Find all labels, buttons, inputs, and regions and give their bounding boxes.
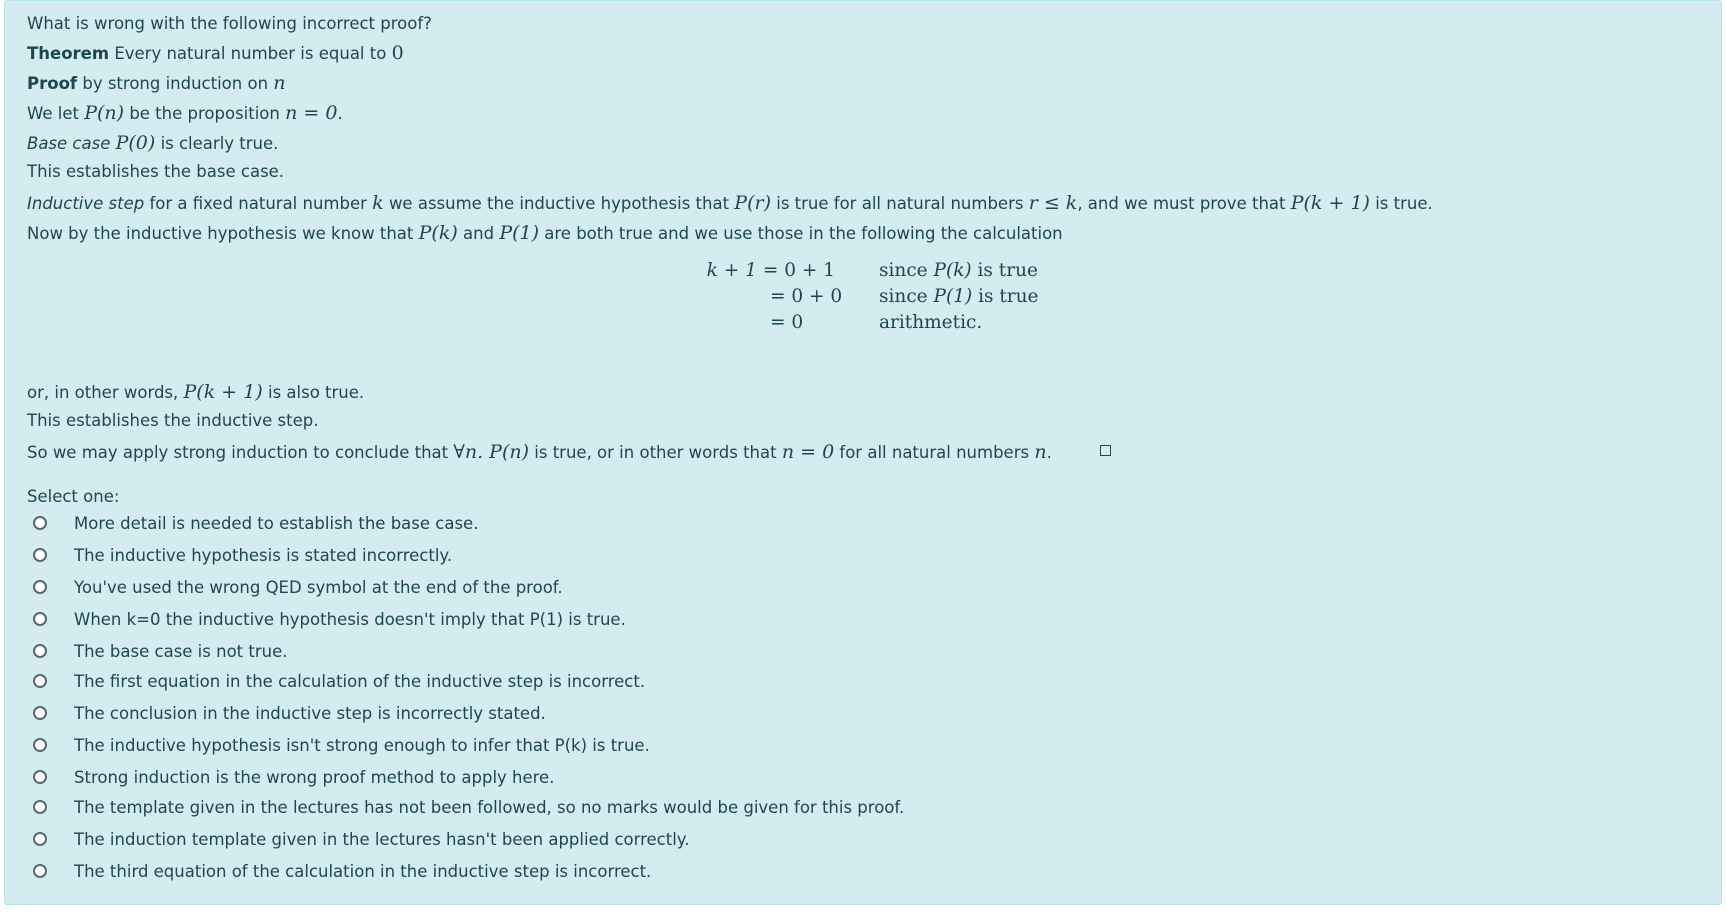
option-label: The conclusion in the inductive step is incorrectly stated.: [74, 703, 546, 723]
theorem-text: Every natural number is equal to: [114, 44, 387, 63]
calc-reason-post-2: is true: [978, 286, 1039, 307]
proposition-p: P(n): [84, 102, 125, 124]
conclusion-eq: n = 0: [781, 441, 835, 463]
radio-button[interactable]: [33, 516, 47, 530]
inductive-step-t1: for a fixed natural number: [149, 194, 367, 213]
conclusion-t2: is true, or in other words that: [534, 443, 777, 462]
option-label: The third equation of the calculation in the inductive step is incorrect.: [74, 861, 652, 881]
calc-row-2-rhs: = 0 + 0: [770, 286, 843, 307]
conclusion-end: .: [1046, 443, 1052, 462]
option-label: The inductive hypothesis isn't strong enough to infer that P(k) is true.: [74, 735, 650, 755]
proof-var: n: [273, 72, 286, 94]
question-panel: [4, 0, 1722, 905]
conclusion-n: n: [1034, 441, 1047, 463]
calc-reason-math-1: P(k): [933, 260, 972, 281]
calc-row-1-lhs: [705, 260, 835, 281]
option-5[interactable]: [33, 638, 288, 664]
calculation: [705, 260, 1039, 340]
option-label: Strong induction is the wrong proof method to apply here.: [74, 767, 555, 787]
option-label: More detail is needed to establish the base case.: [74, 513, 479, 533]
proposition-end: .: [337, 104, 343, 123]
option-11[interactable]: [33, 826, 689, 852]
conclusion-line: [27, 441, 1052, 463]
option-label: The induction template given in the lectures hasn't been applied correctly.: [74, 829, 690, 849]
base-case-text: is clearly true.: [160, 134, 279, 153]
radio-button[interactable]: [33, 548, 47, 562]
radio-button[interactable]: [33, 800, 47, 814]
radio-button[interactable]: [33, 706, 47, 720]
base-case-label: Base case: [27, 134, 111, 153]
inductive-established: This establishes the inductive step.: [27, 411, 319, 430]
inductive-step-t5: is true.: [1375, 194, 1433, 213]
other-words-p: P(k + 1): [183, 381, 263, 403]
option-label: The inductive hypothesis is stated incorrectly.: [74, 545, 453, 565]
other-words-t2: is also true.: [267, 383, 365, 402]
conclusion-t3: for all natural numbers: [839, 443, 1030, 462]
inductive-step-pk1: P(k + 1): [1290, 192, 1370, 214]
calc-row-2-reason: [879, 286, 1039, 307]
radio-button[interactable]: [33, 864, 47, 878]
question-text: What is wrong with the following incorrect proof?: [27, 14, 432, 33]
proof-label: Proof: [27, 74, 78, 93]
calc-row-3-rhs: = 0: [770, 312, 804, 333]
base-case-p: P(0): [115, 132, 156, 154]
calc-lhs-1: k + 1: [706, 260, 757, 281]
other-words-line: [27, 381, 364, 403]
theorem-value: 0: [391, 42, 404, 64]
calc-row-1-reason: [879, 260, 1038, 281]
select-label: Select one:: [27, 487, 120, 506]
radio-button[interactable]: [33, 770, 47, 784]
option-label: The first equation in the calculation of the inductive step is incorrect.: [74, 671, 646, 691]
option-12[interactable]: [33, 858, 651, 884]
proof-text: by strong induction on: [82, 74, 269, 93]
option-label: You've used the wrong QED symbol at the end of the proof.: [74, 577, 563, 597]
inductive-step-pr: P(r): [734, 192, 771, 214]
option-7[interactable]: [33, 700, 546, 726]
proposition-eq: n = 0: [285, 102, 338, 124]
option-4[interactable]: [33, 606, 626, 632]
now-line-t1: Now by the inductive hypothesis we know that: [27, 224, 414, 243]
calc-reason-pre-1: since: [879, 260, 928, 281]
now-line-p1: P(1): [499, 222, 540, 244]
conclusion-forall: ∀n. P(n): [453, 441, 530, 463]
radio-button[interactable]: [33, 674, 47, 688]
option-10[interactable]: [33, 794, 904, 820]
theorem-line: [27, 42, 404, 64]
inductive-step-label: Inductive step: [27, 194, 145, 213]
proposition-mid: be the proposition: [129, 104, 280, 123]
other-words-t1: or, in other words,: [27, 383, 179, 402]
conclusion-t1: So we may apply strong induction to conclude that: [27, 443, 449, 462]
inductive-step-t4: , and we must prove that: [1077, 194, 1286, 213]
base-case-line: [27, 132, 278, 154]
option-2[interactable]: [33, 542, 452, 568]
option-label: The base case is not true.: [74, 641, 288, 661]
radio-button[interactable]: [33, 644, 47, 658]
inductive-step-t3: is true for all natural numbers: [776, 194, 1024, 213]
now-line-pk: P(k): [418, 222, 458, 244]
proposition-line: [27, 102, 343, 124]
proof-intro-line: [27, 72, 286, 94]
now-line-t3: are both true and we use those in the following the calculation: [544, 224, 1063, 243]
inductive-step-k: k: [372, 192, 384, 214]
qed-symbol: [1100, 445, 1111, 456]
radio-button[interactable]: [33, 580, 47, 594]
radio-button[interactable]: [33, 738, 47, 752]
option-label: The template given in the lectures has not been followed, so no marks would be given for this proof.: [74, 797, 905, 817]
option-3[interactable]: [33, 574, 563, 600]
inductive-step-cond: r ≤ k: [1028, 192, 1078, 214]
now-line: [27, 222, 1063, 244]
calc-reason-post-1: is true: [977, 260, 1038, 281]
proposition-pre: We let: [27, 104, 79, 123]
option-8[interactable]: [33, 732, 650, 758]
radio-button[interactable]: [33, 612, 47, 626]
inductive-step-line: [27, 192, 1433, 214]
option-6[interactable]: [33, 668, 645, 694]
theorem-label: Theorem: [27, 44, 110, 63]
now-line-t2: and: [463, 224, 495, 243]
calc-reason-math-2: P(1): [933, 286, 973, 307]
radio-button[interactable]: [33, 832, 47, 846]
calc-rhs-1: = 0 + 1: [762, 260, 835, 281]
option-9[interactable]: [33, 764, 554, 790]
calc-row-3-reason: arithmetic.: [879, 312, 983, 333]
option-1[interactable]: [33, 510, 478, 536]
base-established: This establishes the base case.: [27, 162, 285, 181]
option-label: When k=0 the inductive hypothesis doesn't imply that P(1) is true.: [74, 609, 626, 629]
calc-reason-pre-2: since: [879, 286, 928, 307]
inductive-step-t2: we assume the inductive hypothesis that: [388, 194, 730, 213]
